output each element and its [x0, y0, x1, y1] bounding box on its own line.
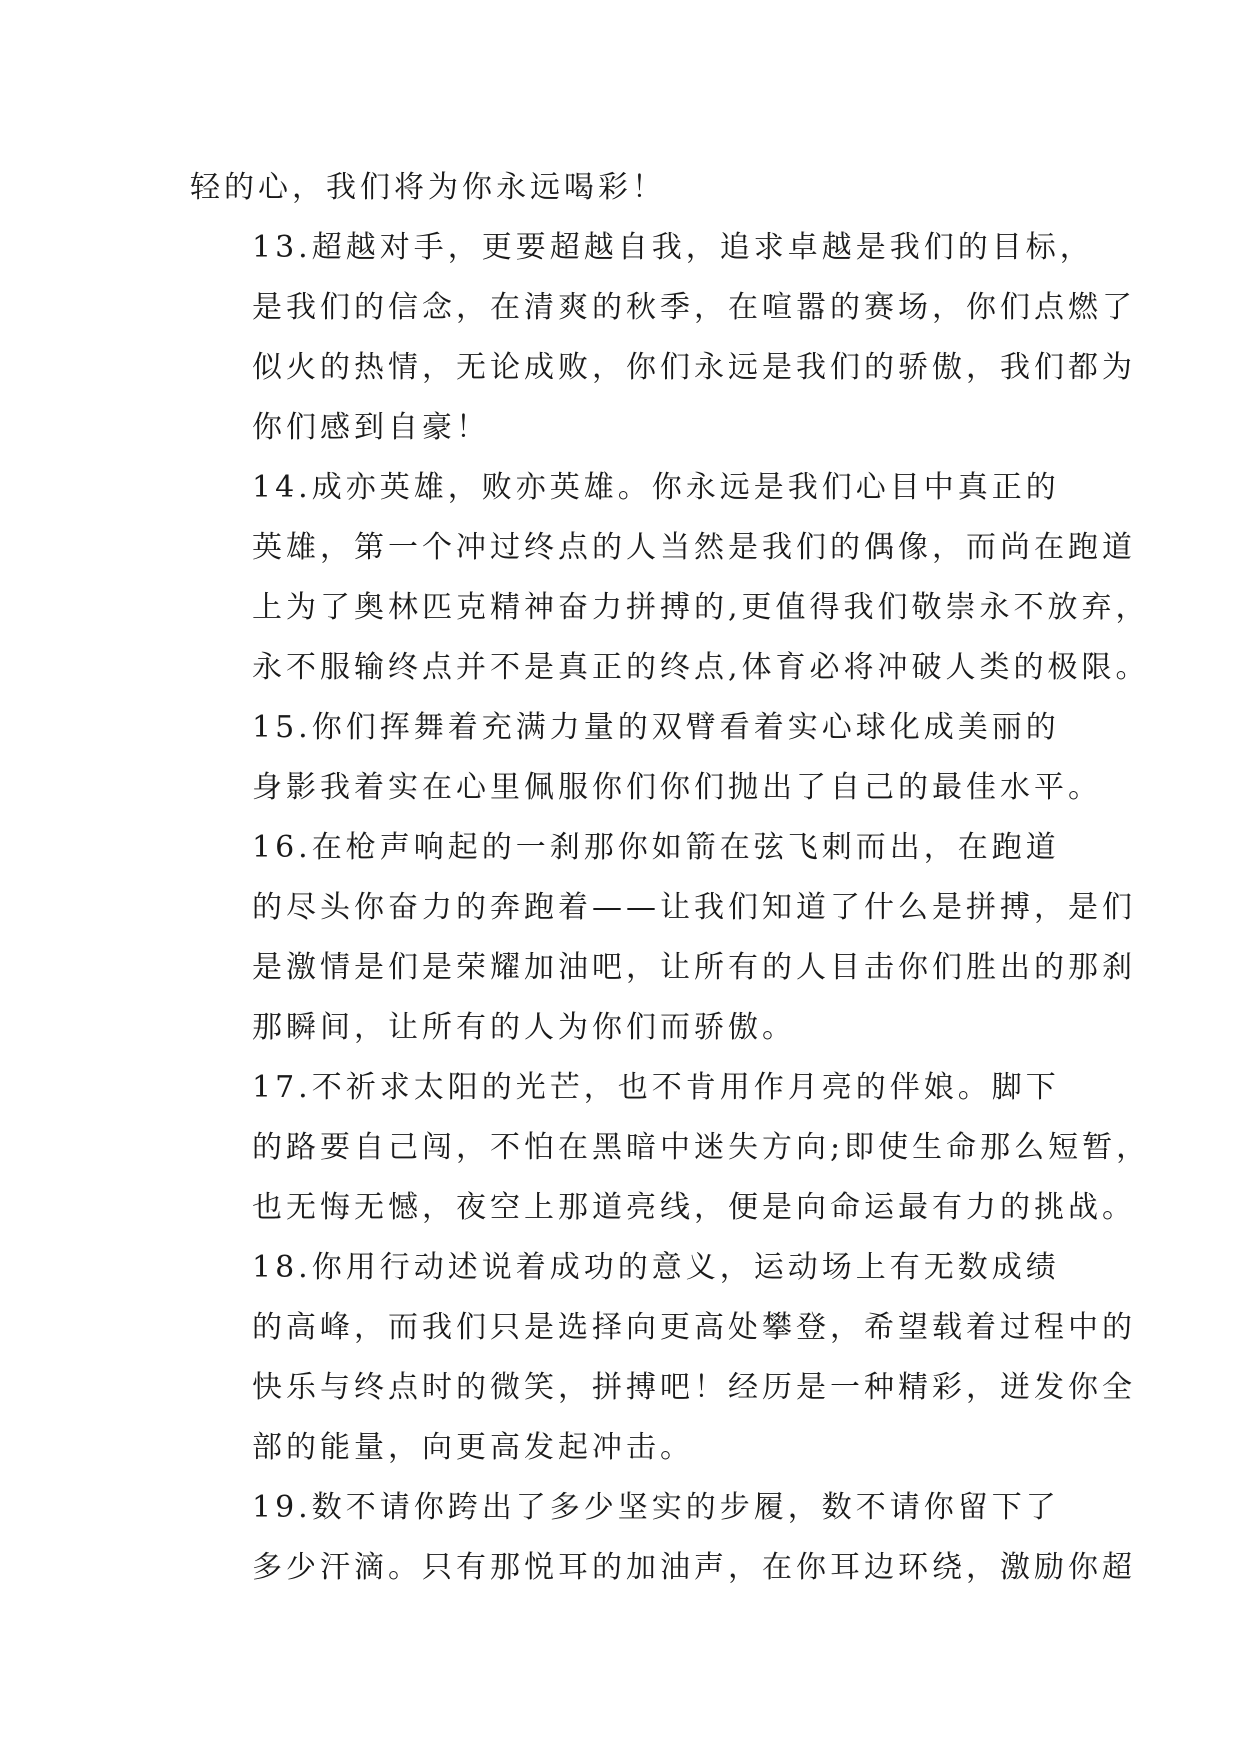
document-body — [190, 158, 1151, 1598]
paragraph-17 — [190, 1058, 1151, 1238]
text-line: 18.你用行动述说着成功的意义，运动场上有无数成绩 — [252, 1250, 1060, 1285]
text-line: 那瞬间，让所有的人为你们而骄傲。 — [252, 1010, 796, 1045]
text-line: 多少汗滴。只有那悦耳的加油声，在你耳边环绕，激励你超 — [252, 1550, 1136, 1585]
text-line: 似火的热情，无论成败，你们永远是我们的骄傲，我们都为 — [252, 350, 1136, 385]
text-line: 14.成亦英雄，败亦英雄。你永远是我们心目中真正的 — [252, 470, 1060, 505]
paragraph-16 — [190, 818, 1136, 1058]
text-line: 17.不祈求太阳的光芒，也不肯用作月亮的伴娘。脚下 — [252, 1070, 1060, 1105]
text-line: 英雄，第一个冲过终点的人当然是我们的偶像，而尚在跑道 — [252, 530, 1136, 565]
text-line: 上为了奥林匹克精神奋力拼搏的,更值得我们敬崇永不放弃， — [252, 590, 1150, 625]
text-line: 是我们的信念，在清爽的秋季，在喧嚣的赛场，你们点燃了 — [252, 290, 1136, 325]
paragraph-14 — [190, 458, 1150, 698]
paragraph-19 — [190, 1478, 1136, 1598]
text-line: 永不服输终点并不是真正的终点,体育必将冲破人类的极限。 — [252, 650, 1150, 685]
text-line: 快乐与终点时的微笑，拼搏吧！经历是一种精彩，迸发你全 — [252, 1370, 1136, 1405]
text-line: 部的能量，向更高发起冲击。 — [252, 1430, 694, 1465]
text-line: 的尽头你奋力的奔跑着——让我们知道了什么是拼搏，是们 — [252, 890, 1136, 925]
text-line: 的高峰，而我们只是选择向更高处攀登，希望载着过程中的 — [252, 1310, 1136, 1345]
paragraph-18 — [190, 1238, 1136, 1478]
text-line: 也无悔无憾，夜空上那道亮线，便是向命运最有力的挑战。 — [252, 1190, 1136, 1225]
text-line: 的路要自己闯，不怕在黑暗中迷失方向;即使生命那么短暂， — [252, 1130, 1151, 1165]
paragraph-15 — [190, 698, 1102, 818]
paragraph-continuation — [190, 158, 1060, 218]
text-line: 轻的心，我们将为你永远喝彩！ — [190, 170, 666, 205]
text-line: 13.超越对手，更要超越自我，追求卓越是我们的目标， — [252, 230, 1094, 265]
text-line: 你们感到自豪！ — [252, 410, 490, 445]
text-line: 15.你们挥舞着充满力量的双臂看着实心球化成美丽的 — [252, 710, 1060, 745]
text-line: 身影我着实在心里佩服你们你们抛出了自己的最佳水平。 — [252, 770, 1102, 805]
paragraph-13 — [190, 218, 1136, 458]
text-line: 19.数不请你跨出了多少坚实的步履，数不请你留下了 — [252, 1490, 1060, 1525]
text-line: 16.在枪声响起的一刹那你如箭在弦飞刺而出，在跑道 — [252, 830, 1060, 865]
text-line: 是激情是们是荣耀加油吧，让所有的人目击你们胜出的那刹 — [252, 950, 1136, 985]
